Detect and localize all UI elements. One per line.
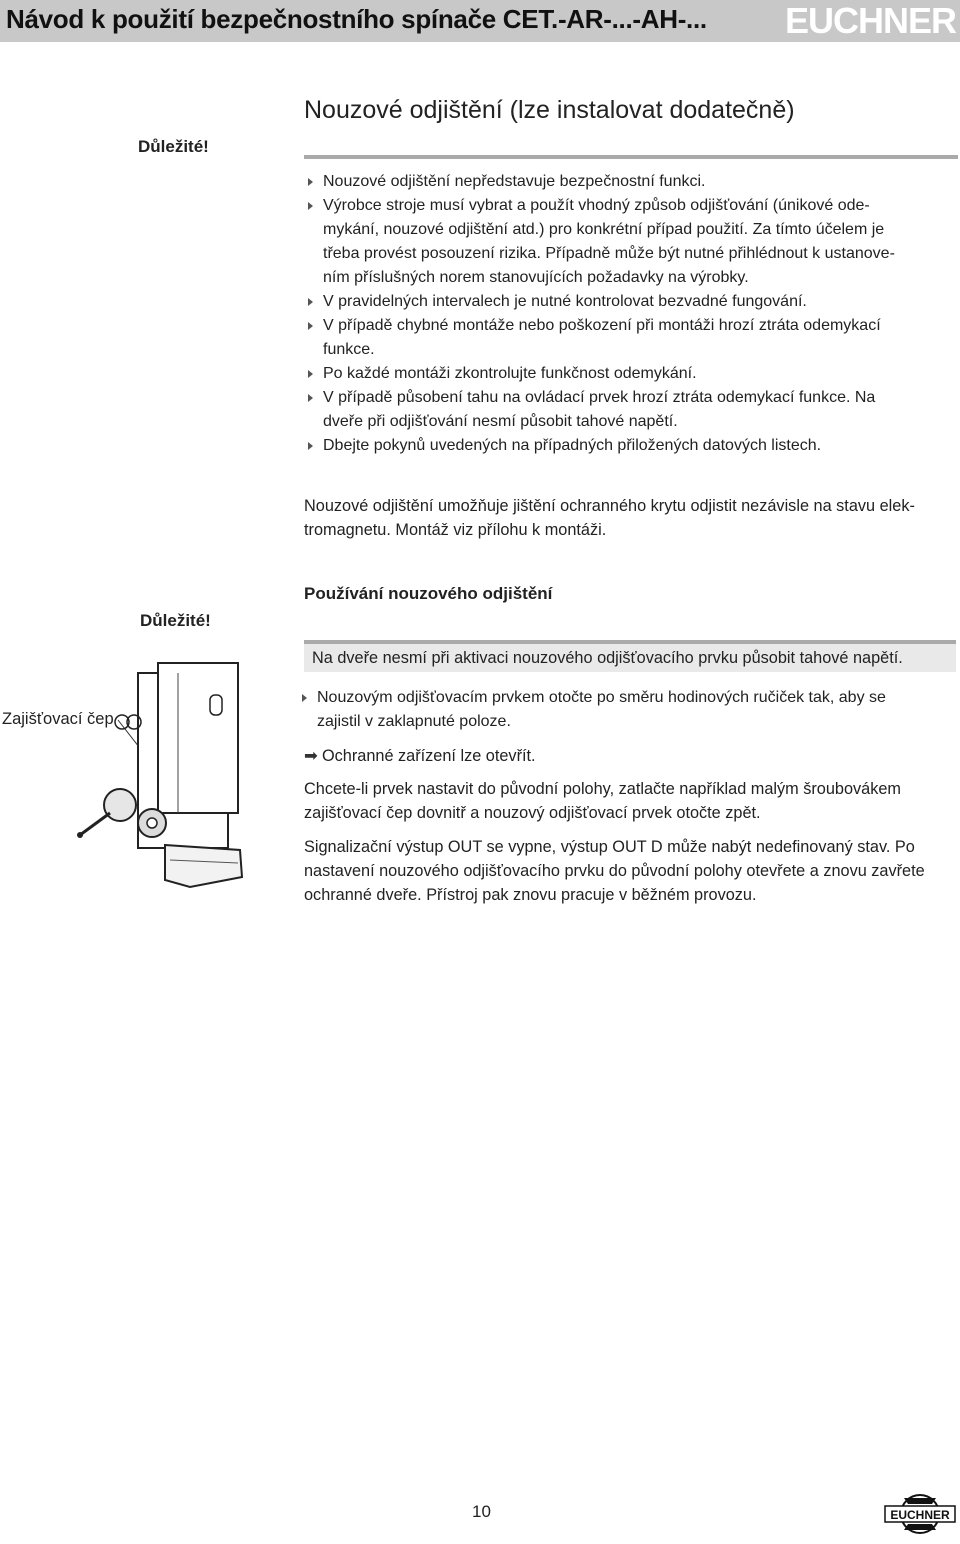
bullet-triangle-icon xyxy=(308,394,313,402)
important-label: Důležité! xyxy=(138,137,209,156)
text-line: mykání, nouzové odjištění atd.) pro konkrétní případ použití. Za tímto účelem je xyxy=(323,221,885,238)
warning-list-container xyxy=(304,170,960,458)
bullet-triangle-icon xyxy=(308,202,313,210)
text-line: Nouzovým odjišťovacím prvkem otočte po směru hodinových ručiček tak, aby se xyxy=(317,689,886,706)
logo-top-mark xyxy=(904,1498,936,1504)
important-label-2: Důležité! xyxy=(140,611,211,630)
list-item xyxy=(304,314,960,362)
bullet-triangle-icon xyxy=(308,370,313,378)
text-line: funkce. xyxy=(323,341,375,358)
step-list-container xyxy=(298,686,958,734)
emergency-release-paragraph xyxy=(304,494,960,542)
step-bullet-list xyxy=(298,686,958,734)
locking-pin xyxy=(147,818,157,828)
bullet-triangle-icon xyxy=(302,694,307,702)
list-item xyxy=(304,386,960,434)
brand-logo-text: EUCHNER xyxy=(784,0,956,41)
euchner-logo xyxy=(884,1494,956,1534)
result-line xyxy=(304,744,536,768)
rod-end xyxy=(77,832,83,838)
text-line: Nouzové odjištění nepředstavuje bezpečnostní funkci. xyxy=(323,173,706,190)
text-line: V pravidelných intervalech je nutné kontrolovat bezvadné fungování. xyxy=(323,293,807,310)
reset-paragraph xyxy=(304,777,960,825)
logo-bottom-mark xyxy=(904,1524,936,1530)
bullet-triangle-icon xyxy=(308,322,313,330)
text-line: Dbejte pokynů uvedených na případných přiložených datových listech. xyxy=(323,437,822,454)
result-text: Ochranné zařízení lze otevřít. xyxy=(322,747,536,765)
text-line: Výrobce stroje musí vybrat a použít vhodný způsob odjišťování (únikové ode- xyxy=(323,197,870,214)
text-line: zajistil v zaklapnuté poloze. xyxy=(317,713,511,730)
cover-recess xyxy=(210,695,222,715)
list-item xyxy=(304,362,960,386)
text-line: Nouzové odjištění umožňuje jištění ochranného krytu odjistit nezávisle na stavu elek- xyxy=(304,497,915,515)
switch-lid xyxy=(158,663,238,813)
list-item xyxy=(304,170,960,194)
text-line: zajišťovací čep dovnitř a nouzový odjišťovací prvek otočte zpět. xyxy=(304,804,761,822)
text-line: V případě působení tahu na ovládací prvek hrozí ztráta odemykací funkce. Na xyxy=(323,389,876,406)
list-item xyxy=(304,290,960,314)
figure-label-locking-pin: Zajišťovací čep xyxy=(2,710,114,728)
text-line: V případě chybné montáže nebo poškození při montáži hrozí ztráta odemykací xyxy=(323,317,881,334)
document-title: Návod k použití bezpečnostního spínače CET.-AR-...-AH-... xyxy=(6,4,707,34)
list-item xyxy=(304,194,960,290)
signal-paragraph xyxy=(304,835,960,907)
text-line: Po každé montáži zkontrolujte funkčnost odemykání. xyxy=(323,365,697,382)
notice-box xyxy=(304,640,956,672)
list-item xyxy=(304,434,960,458)
section-divider xyxy=(304,155,958,159)
notice-text: Na dveře nesmí při aktivaci nouzového odjišťovacího prvku působit tahové napětí. xyxy=(312,649,903,667)
text-line: tromagnetu. Montáž viz přílohu k montáži. xyxy=(304,521,607,539)
actuator-head xyxy=(165,845,242,887)
text-line: nastavení nouzového odjišťovacího prvku do původní polohy otevřete a znovu zavřete xyxy=(304,862,925,880)
release-rod xyxy=(80,813,110,835)
device-illustration xyxy=(70,655,250,905)
text-line: dveře při odjišťování nesmí působit tahové napětí. xyxy=(323,413,678,430)
logo-text: EUCHNER xyxy=(890,1508,950,1522)
text-line: třeba provést posouzení rizika. Případně může být nutné přihlédnout k ustanove- xyxy=(323,245,895,262)
section-heading-emergency-release: Nouzové odjištění (lze instalovat dodatečně) xyxy=(304,96,795,124)
text-line: Signalizační výstup OUT se vypne, výstup OUT D může nabýt nedefinovaný stav. Po xyxy=(304,838,915,856)
text-line: ním příslušných norem stanovujících požadavky na výrobky. xyxy=(323,269,749,286)
text-line: ochranné dveře. Přístroj pak znovu pracuje v běžném provozu. xyxy=(304,886,757,904)
bullet-triangle-icon xyxy=(308,178,313,186)
emergency-release-knob xyxy=(104,789,136,821)
section-heading-using-release: Používání nouzového odjištění xyxy=(304,584,553,603)
bullet-triangle-icon xyxy=(308,298,313,306)
page-number: 10 xyxy=(472,1502,491,1521)
warning-bullet-list xyxy=(304,170,960,458)
logo-graphic xyxy=(884,1494,956,1534)
bullet-triangle-icon xyxy=(308,442,313,450)
text-line: Chcete-li prvek nastavit do původní polohy, zatlačte například malým šroubovákem xyxy=(304,780,901,798)
result-arrow-icon: ➡ xyxy=(304,747,318,765)
list-item xyxy=(298,686,958,734)
